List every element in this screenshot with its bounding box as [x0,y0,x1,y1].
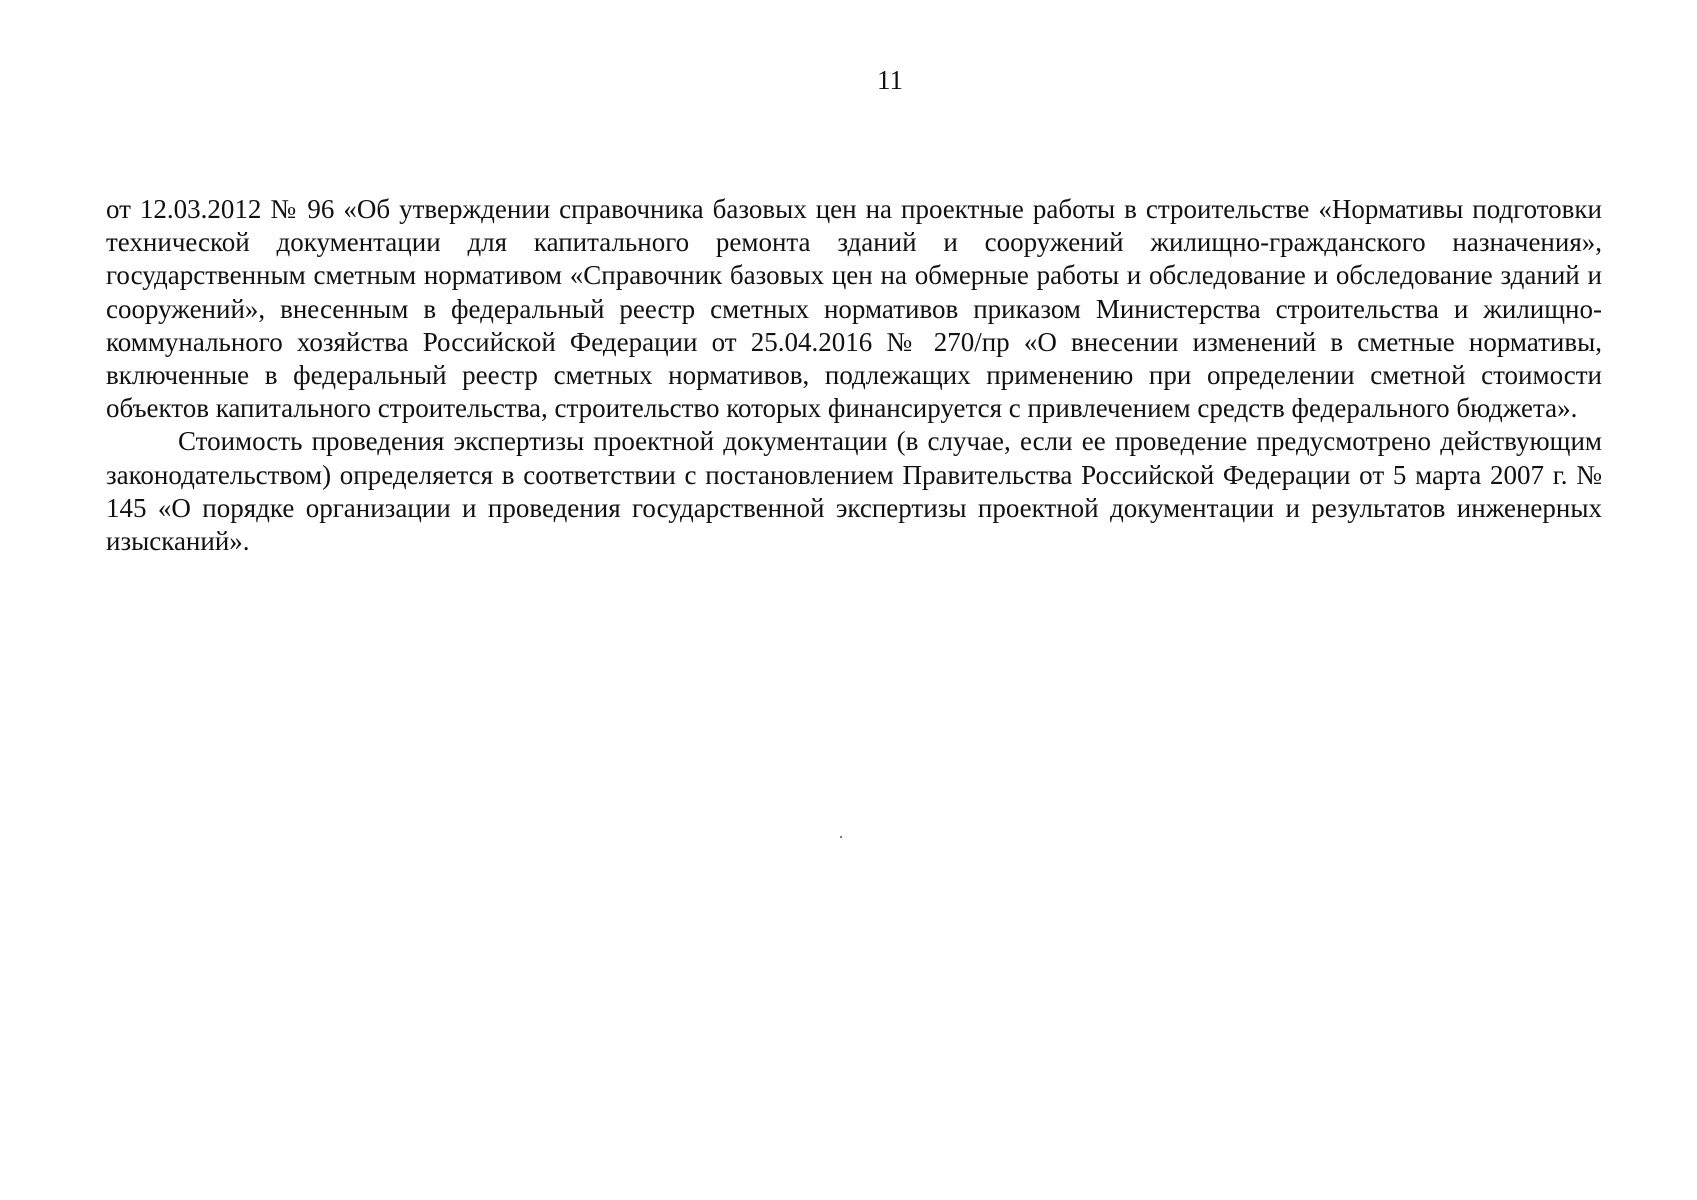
document-body [106,193,1602,558]
paragraph-expertise-cost: Стоимость проведения экспертизы проектной документации (в случае, если ее проведение предусмотрено действующим законодательством) определяется в соответствии с постановлением Правительства Российской Федерации от 5 марта 2007 г. № 145 «О порядке организации и проведения государственной экспертизы проектной документации и результатов инженерных изысканий». [106,426,1602,557]
page-number: 11 [877,65,903,95]
scan-speck [840,836,842,838]
paragraph-continuation: от 12.03.2012 № 96 «Об утверждении справочника базовых цен на проектные работы в строительстве «Нормативы подготовки технической документации для капитального ремонта зданий и сооружений жилищно-гражданского назначения», государственным сметным нормативом «Справочник базовых цен на обмерные работы и обследование и обследование зданий и сооружений», внесенным в федеральный реестр сметных нормативов приказом Министерства строительства и жилищно-коммунального хозяйства Российской Федерации от 25.04.2016 № 270/пр «О внесении изменений в сметные нормативы, включенные в федеральный реестр сметных нормативов, подлежащих применению при определении сметной стоимости объектов капитального строительства, строительство которых финансируется с привлечением средств федерального бюджета». [106,194,1602,424]
